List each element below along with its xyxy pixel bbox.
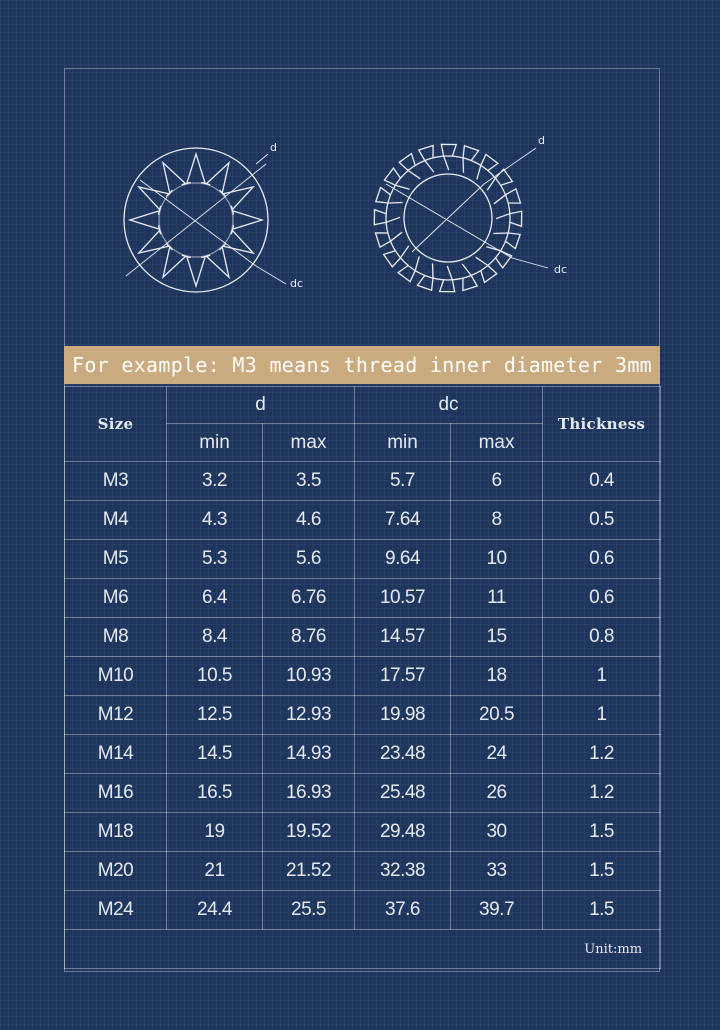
cell-size: M5	[65, 540, 167, 579]
cell-dc-min: 9.64	[355, 540, 451, 579]
cell-d-min: 19	[167, 813, 263, 852]
table-row	[65, 501, 661, 540]
cell-thickness: 1.5	[543, 813, 661, 852]
header-dc: dc	[355, 387, 543, 424]
washer1-dc-label: dc	[290, 277, 304, 290]
cell-thickness: 1	[543, 696, 661, 735]
cell-d-min: 10.5	[167, 657, 263, 696]
cell-thickness: 1.5	[543, 891, 661, 930]
cell-thickness: 1.5	[543, 852, 661, 891]
cell-thickness: 1.2	[543, 774, 661, 813]
table-row	[65, 618, 661, 657]
cell-thickness: 1	[543, 657, 661, 696]
cell-d-min: 3.2	[167, 462, 263, 501]
unit-note: Unit:mm	[65, 930, 661, 969]
cell-d-min: 24.4	[167, 891, 263, 930]
cell-size: M3	[65, 462, 167, 501]
table-row	[65, 735, 661, 774]
cell-size: M4	[65, 501, 167, 540]
cell-thickness: 0.5	[543, 501, 661, 540]
cell-dc-max: 18	[451, 657, 543, 696]
cell-dc-max: 26	[451, 774, 543, 813]
cell-d-min: 16.5	[167, 774, 263, 813]
header-thickness: Thickness	[543, 387, 661, 462]
table-row	[65, 696, 661, 735]
cell-d-min: 12.5	[167, 696, 263, 735]
cell-size: M10	[65, 657, 167, 696]
cell-d-max: 21.52	[263, 852, 355, 891]
cell-dc-min: 29.48	[355, 813, 451, 852]
cell-thickness: 0.6	[543, 540, 661, 579]
header-d-max: max	[263, 424, 355, 462]
cell-dc-max: 11	[451, 579, 543, 618]
table-row	[65, 852, 661, 891]
cell-d-max: 6.76	[263, 579, 355, 618]
washer2-dc-label: dc	[554, 263, 568, 276]
cell-dc-min: 23.48	[355, 735, 451, 774]
internal-tooth-washer-diagram	[124, 148, 286, 292]
cell-dc-min: 7.64	[355, 501, 451, 540]
cell-d-min: 6.4	[167, 579, 263, 618]
cell-dc-max: 15	[451, 618, 543, 657]
dimension-table	[64, 386, 661, 969]
table-row	[65, 813, 661, 852]
cell-dc-max: 8	[451, 501, 543, 540]
cell-size: M24	[65, 891, 167, 930]
table-row	[65, 579, 661, 618]
cell-thickness: 0.6	[543, 579, 661, 618]
header-dc-max: max	[451, 424, 543, 462]
cell-d-max: 25.5	[263, 891, 355, 930]
table-row	[65, 774, 661, 813]
example-banner: For example: M3 means thread inner diameter 3mm	[64, 346, 660, 384]
cell-d-max: 12.93	[263, 696, 355, 735]
cell-thickness: 0.4	[543, 462, 661, 501]
cell-dc-min: 32.38	[355, 852, 451, 891]
cell-d-min: 5.3	[167, 540, 263, 579]
cell-d-max: 19.52	[263, 813, 355, 852]
table-row	[65, 891, 661, 930]
cell-thickness: 1.2	[543, 735, 661, 774]
cell-dc-max: 10	[451, 540, 543, 579]
cell-dc-min: 37.6	[355, 891, 451, 930]
header-d-min: min	[167, 424, 263, 462]
cell-d-min: 8.4	[167, 618, 263, 657]
table-row	[65, 462, 661, 501]
cell-dc-max: 20.5	[451, 696, 543, 735]
table-row	[65, 657, 661, 696]
cell-d-max: 4.6	[263, 501, 355, 540]
cell-d-min: 14.5	[167, 735, 263, 774]
cell-dc-max: 6	[451, 462, 543, 501]
cell-dc-max: 24	[451, 735, 543, 774]
cell-d-max: 5.6	[263, 540, 355, 579]
table-row	[65, 540, 661, 579]
cell-size: M8	[65, 618, 167, 657]
header-d: d	[167, 387, 355, 424]
cell-d-max: 3.5	[263, 462, 355, 501]
cell-dc-min: 5.7	[355, 462, 451, 501]
cell-dc-min: 25.48	[355, 774, 451, 813]
cell-d-max: 16.93	[263, 774, 355, 813]
cell-size: M14	[65, 735, 167, 774]
cell-d-max: 14.93	[263, 735, 355, 774]
washer2-d-label: d	[538, 134, 545, 147]
header-size: Size	[65, 387, 167, 462]
cell-d-max: 8.76	[263, 618, 355, 657]
cell-size: M18	[65, 813, 167, 852]
cell-size: M16	[65, 774, 167, 813]
cell-dc-min: 10.57	[355, 579, 451, 618]
cell-dc-max: 33	[451, 852, 543, 891]
external-tooth-washer-diagram	[374, 144, 548, 291]
cell-d-min: 4.3	[167, 501, 263, 540]
cell-thickness: 0.8	[543, 618, 661, 657]
cell-d-min: 21	[167, 852, 263, 891]
cell-d-max: 10.93	[263, 657, 355, 696]
cell-size: M12	[65, 696, 167, 735]
cell-size: M6	[65, 579, 167, 618]
washer-diagrams	[64, 68, 660, 344]
cell-dc-min: 17.57	[355, 657, 451, 696]
cell-dc-max: 30	[451, 813, 543, 852]
header-dc-min: min	[355, 424, 451, 462]
cell-dc-min: 14.57	[355, 618, 451, 657]
cell-dc-max: 39.7	[451, 891, 543, 930]
washer1-d-label: d	[270, 141, 277, 154]
cell-dc-min: 19.98	[355, 696, 451, 735]
cell-size: M20	[65, 852, 167, 891]
